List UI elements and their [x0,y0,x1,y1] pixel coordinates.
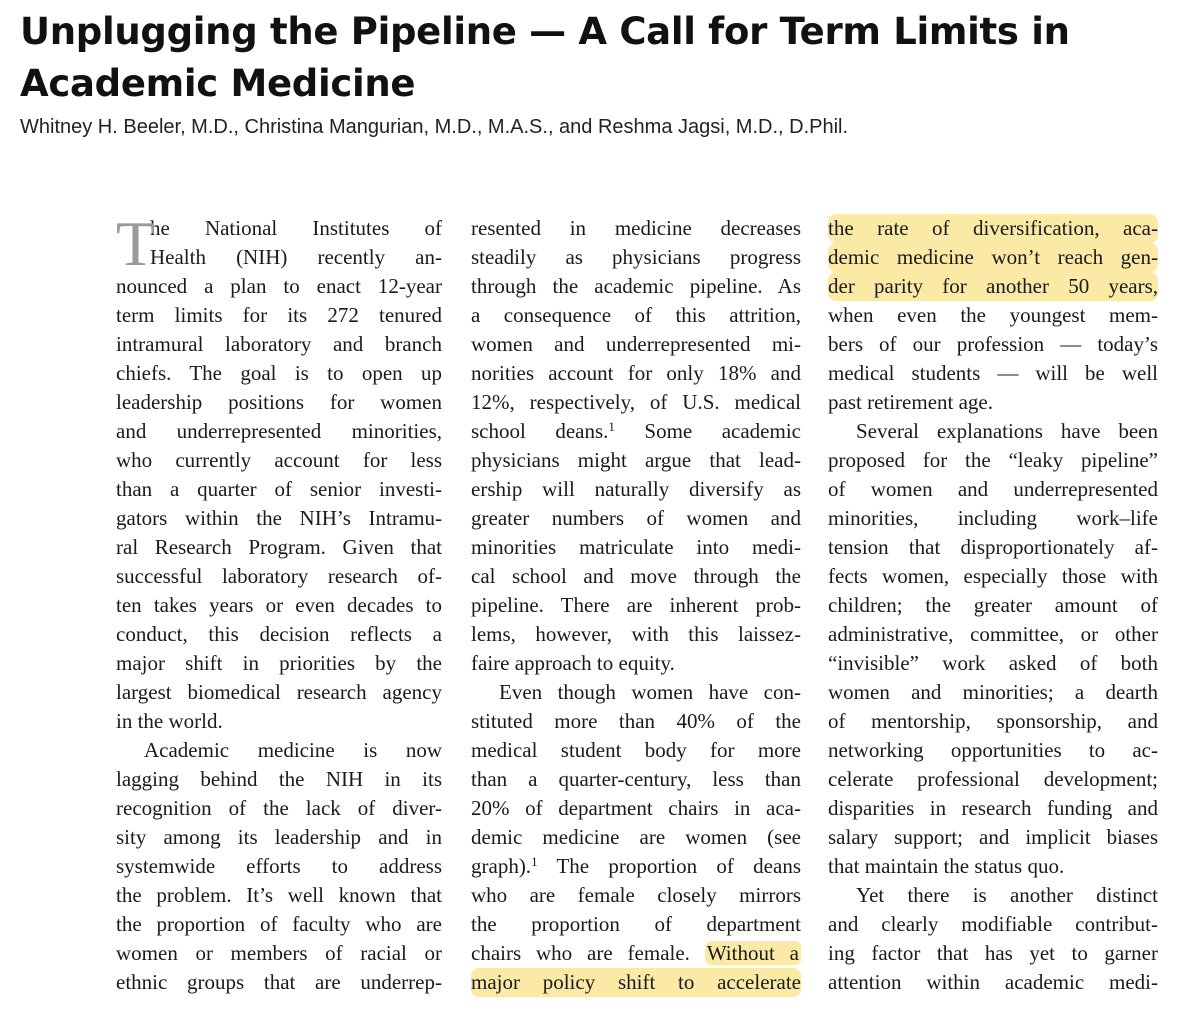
text-line: when even the youngest mem- [828,303,1158,327]
text-line: of mentorship, sponsorship, and [828,709,1158,733]
text-line: medical student body for more [471,738,801,762]
text-line: disparities in research funding and [828,796,1158,820]
text-line: Even though women have con- [499,680,801,704]
text-line: proposed for the “leaky pipeline” [828,448,1158,472]
text-line: leadership positions for women [116,390,442,414]
text-fragment: chairs who are female. [471,941,705,965]
text-line: resented in medicine decreases [471,216,801,240]
text-line: networking opportunities to ac- [828,738,1158,762]
highlighted-text-line: the rate of diversification, aca- [828,214,1158,243]
text-line: children; the greater amount of [828,593,1158,617]
text-line: Academic medicine is now [144,738,442,762]
text-line: minorities matriculate into medi- [471,535,801,559]
text-fragment: graph). [471,854,532,878]
text-line: stituted more than 40% of the [471,709,801,733]
text-line: ral Research Program. Given that [116,535,442,559]
text-line: largest biomedical research agency [116,680,442,704]
text-line: celerate professional development; [828,767,1158,791]
text-line: systemwide efforts to address [116,854,442,878]
text-line: administrative, committee, or other [828,622,1158,646]
text-column-1 [116,208,442,997]
text-line: “invisible” work asked of both [828,651,1158,675]
citation-superscript[interactable]: 1 [531,854,538,869]
text-line: 12%, respectively, of U.S. medical [471,390,801,414]
text-line: women or members of racial or [116,941,442,965]
text-line: Yet there is another distinct [856,883,1158,907]
text-column-2 [471,214,801,997]
text-line: conduct, this decision reflects a [116,622,442,646]
text-fragment: school deans. [471,419,609,443]
highlighted-text-line: demic medicine won’t reach gen- [828,243,1158,272]
author-list: Whitney H. Beeler, M.D., Christina Mangurian, M.D., M.A.S., and Reshma Jagsi, M.D., D.Phil. [20,116,849,138]
text-line: attention within academic medi- [828,970,1158,994]
text-line: the proportion of department [471,912,801,936]
text-line: tension that disproportionately af- [828,535,1158,559]
drop-cap: T [116,208,156,279]
text-line: steadily as physicians progress [471,245,801,269]
text-line: through the academic pipeline. As [471,274,801,298]
text-line: lagging behind the NIH in its [116,767,442,791]
article-title: Unplugging the Pipeline — A Call for Term Limits in Academic Medicine [20,10,1070,105]
text-line: ten takes years or even decades to [116,593,442,617]
text-line: successful laboratory research of- [116,564,442,588]
text-line: women and underrepresented mi- [471,332,801,356]
text-line: Health (NIH) recently an- [150,245,442,269]
text-line: ership will naturally diversify as [471,477,801,501]
text-line: and underrepresented minorities, [116,419,442,443]
text-line: who currently account for less [116,448,442,472]
text-line: past retirement age. [828,390,994,414]
text-line: and clearly modifiable contribut- [828,912,1158,936]
text-line: the problem. It’s well known that [116,883,442,907]
text-line: salary support; and implicit biases [828,825,1158,849]
text-line: chiefs. The goal is to open up [116,361,442,385]
text-line: ethnic groups that are underrep- [116,970,442,994]
text-line [471,417,801,446]
text-line: lems, however, with this laissez- [471,622,801,646]
text-fragment: Some academic [614,419,801,443]
text-line: intramural laboratory and branch [116,332,442,356]
text-fragment: The proportion of deans [537,854,801,878]
text-line: fects women, especially those with [828,564,1158,588]
text-line: ing factor that has yet to garner [828,941,1158,965]
text-line: bers of our profession — today’s [828,332,1158,356]
text-line: minorities, including work–life [828,506,1158,530]
text-line: than a quarter-century, less than [471,767,801,791]
text-line: 20% of department chairs in aca- [471,796,801,820]
text-column-3 [828,214,1158,997]
text-line [471,939,801,968]
text-line: demic medicine are women (see [471,825,801,849]
text-line: medical students — will be well [828,361,1158,385]
highlighted-text: Without a [706,941,799,965]
text-line: faire approach to equity. [471,651,675,675]
text-line: gators within the NIH’s Intramu- [116,506,442,530]
text-line: cal school and move through the [471,564,801,588]
text-line: Several explanations have been [856,419,1158,443]
text-line: sity among its leadership and in [116,825,442,849]
text-line: of women and underrepresented [828,477,1158,501]
highlighted-text-line: der parity for another 50 years, [828,272,1158,301]
text-line: a consequence of this attrition, [471,303,801,327]
text-line: pipeline. There are inherent prob- [471,593,801,617]
text-line: greater numbers of women and [471,506,801,530]
text-line: nounced a plan to enact 12-year [116,274,442,298]
text-line: physicians might argue that lead- [471,448,801,472]
text-line: he National Institutes of [150,216,442,240]
text-line: women and minorities; a dearth [828,680,1158,704]
text-line: in the world. [116,709,223,733]
text-line: major shift in priorities by the [116,651,442,675]
text-line: that maintain the status quo. [828,854,1065,878]
citation-superscript[interactable]: 1 [608,419,615,434]
text-line: who are female closely mirrors [471,883,801,907]
text-line: norities account for only 18% and [471,361,801,385]
highlighted-text-line: major policy shift to accelerate [471,968,801,997]
text-line: than a quarter of senior investi- [116,477,442,501]
text-line [471,852,801,881]
text-line: recognition of the lack of diver- [116,796,442,820]
text-line: the proportion of faculty who are [116,912,442,936]
text-line: term limits for its 272 tenured [116,303,442,327]
